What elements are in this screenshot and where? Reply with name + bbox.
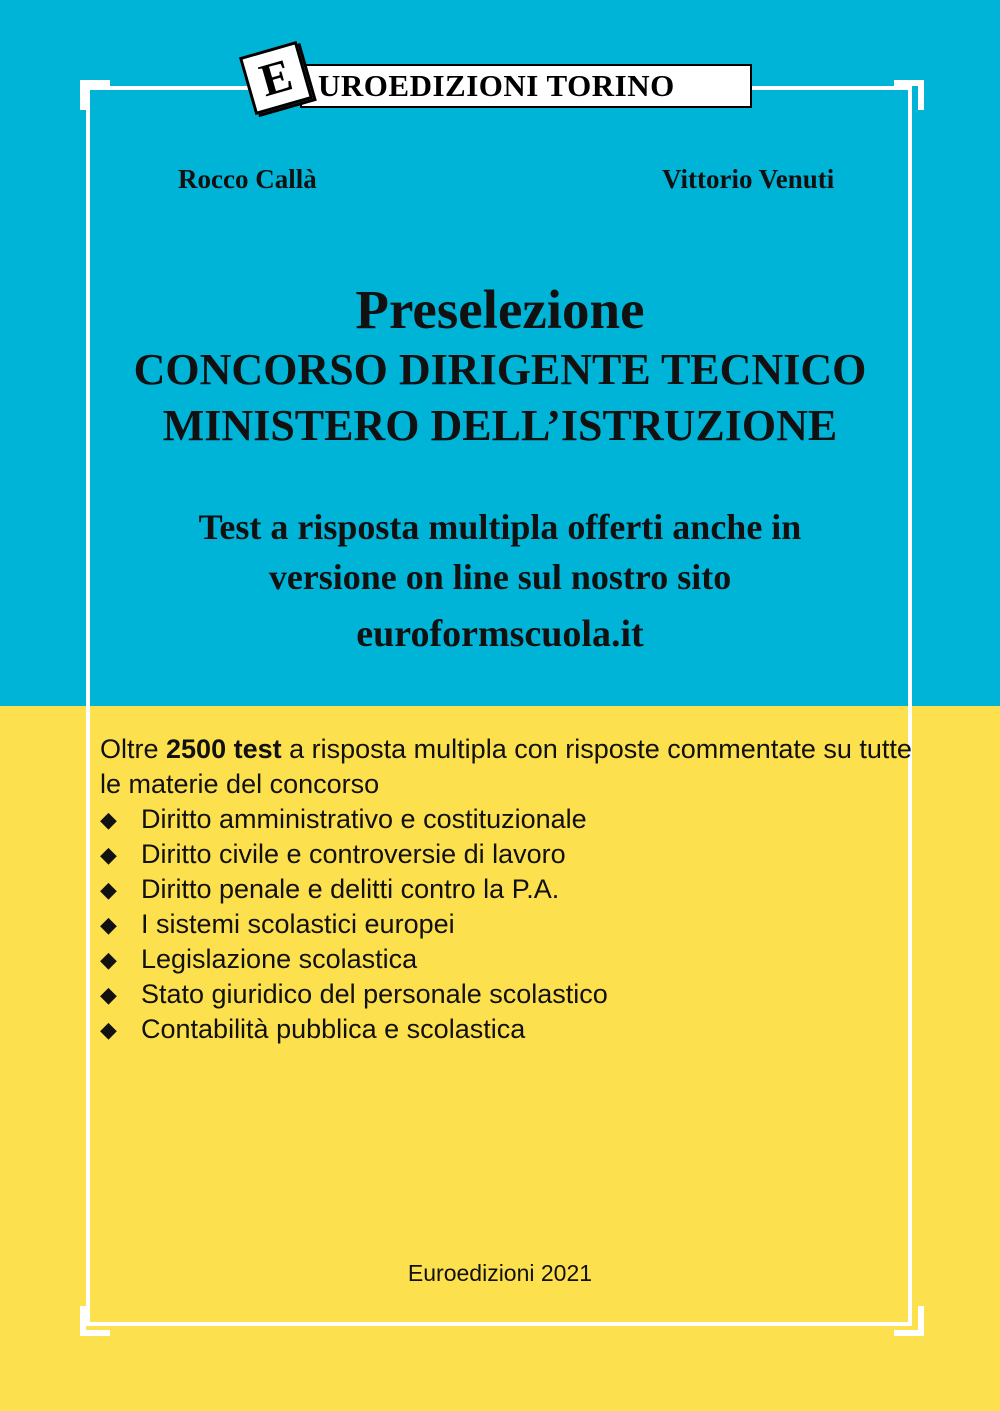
subject-label: Diritto penale e delitti contro la P.A. bbox=[141, 874, 560, 904]
list-item bbox=[100, 942, 608, 977]
subject-label: I sistemi scolastici europei bbox=[141, 909, 455, 939]
subject-label: Diritto amministrativo e costituzionale bbox=[141, 804, 587, 834]
subtitle-line-1: Test a risposta multipla offerti anche in bbox=[198, 507, 802, 547]
diamond-bullet-icon: ◆ bbox=[100, 807, 117, 832]
intro-suffix: a risposta multipla con risposte commentate su tutte le materie del concorso bbox=[100, 734, 912, 799]
white-frame bbox=[86, 86, 912, 1326]
frame-corner-bottom-left bbox=[80, 1306, 110, 1336]
subject-label: Legislazione scolastica bbox=[141, 944, 418, 974]
list-item bbox=[100, 802, 608, 837]
subject-label: Stato giuridico del personale scolastico bbox=[141, 979, 608, 1009]
author-1: Rocco Callà bbox=[178, 164, 317, 194]
frame-corner-top-left bbox=[80, 80, 110, 110]
subtitle-line-2: versione on line sul nostro sito bbox=[268, 557, 732, 597]
intro-highlight: 2500 test bbox=[166, 734, 282, 764]
diamond-bullet-icon: ◆ bbox=[100, 842, 117, 867]
title-line-1: Preselezione bbox=[355, 279, 645, 340]
diamond-bullet-icon: ◆ bbox=[100, 877, 117, 902]
list-item bbox=[100, 837, 608, 872]
diamond-bullet-icon: ◆ bbox=[100, 912, 117, 937]
footer-imprint: Euroedizioni 2021 bbox=[407, 1260, 593, 1286]
website-label: euroformscuola.it bbox=[356, 613, 644, 655]
diamond-bullet-icon: ◆ bbox=[100, 947, 117, 972]
title-line-2: CONCORSO DIRIGENTE TECNICO bbox=[133, 345, 867, 394]
diamond-bullet-icon: ◆ bbox=[100, 1017, 117, 1042]
publisher-logo-letter: E bbox=[239, 41, 313, 115]
title-line-3: MINISTERO DELL’ISTRUZIONE bbox=[162, 401, 838, 450]
publisher-logo bbox=[238, 40, 758, 116]
subject-label: Diritto civile e controversie di lavoro bbox=[141, 839, 566, 869]
diamond-bullet-icon: ◆ bbox=[100, 982, 117, 1007]
list-item bbox=[100, 907, 608, 942]
intro-prefix: Oltre bbox=[100, 734, 167, 764]
author-2: Vittorio Venuti bbox=[662, 164, 835, 194]
frame-corner-bottom-right bbox=[894, 1306, 924, 1336]
list-item bbox=[100, 1012, 608, 1047]
list-item bbox=[100, 872, 608, 907]
intro-paragraph bbox=[100, 732, 920, 802]
publisher-name-banner bbox=[300, 64, 752, 108]
subject-label: Contabilità pubblica e scolastica bbox=[141, 1014, 526, 1044]
frame-corner-top-right bbox=[894, 80, 924, 110]
list-item bbox=[100, 977, 608, 1012]
subjects-list bbox=[100, 802, 608, 1047]
publisher-name-rest: UROEDIZIONI TORINO bbox=[318, 68, 675, 103]
